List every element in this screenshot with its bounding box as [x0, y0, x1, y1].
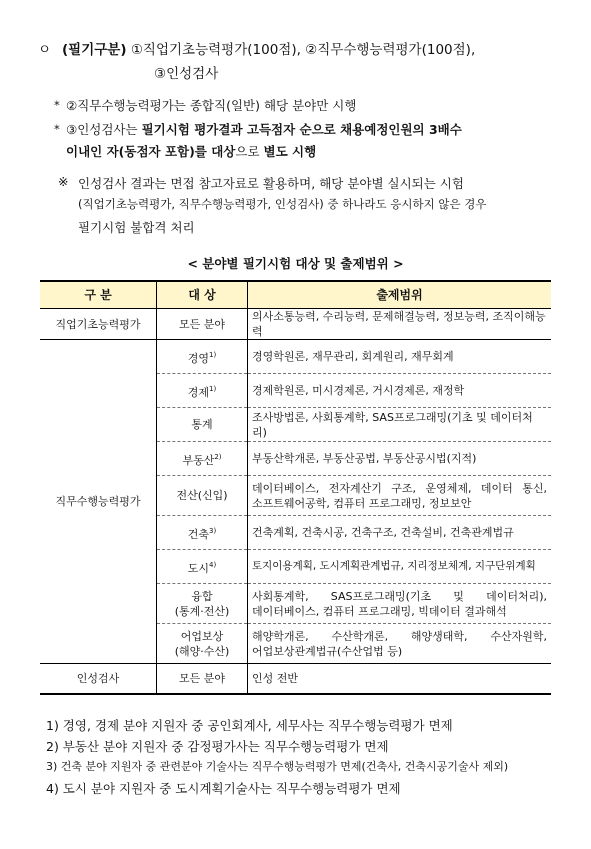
target-cell: 모든 분야 [157, 309, 248, 340]
note-job-performance: ②직무수행능력평가는 종합직(일반) 해당 분야만 시행 [66, 98, 357, 113]
target-cell: 부동산$^{2)}$ [157, 442, 248, 476]
target-cell: 전산(신입) [157, 476, 248, 516]
footnote-3: 3) 건축 분야 지원자 중 관련분야 기술사는 직무수행능력평가 면제(건축사, 건축시공기술사 제외) [46, 760, 509, 773]
footnote-4: 4) 도시 분야 지원자 중 도시계획기술사는 직무수행능력평가 면제 [46, 781, 401, 796]
reference-line3: 필기시험 불합격 처리 [78, 220, 195, 235]
target-cell: 모든 분야 [157, 664, 248, 694]
scope-cell: 데이터베이스, 전자계산기 구조, 운영체제, 데이터 통신, 소프트웨어공학, 컴퓨터 프로그래밍, 정보보안 [248, 476, 552, 516]
table-row [40, 340, 551, 374]
note-personality-line2: 이내인 자(동점자 포함)를 대상으로 별도 시행 [66, 144, 317, 159]
table-title: < 분야별 필기시험 대상 및 출제범위 > [187, 256, 404, 271]
reference-line1: 인성검사 결과는 면접 참고자료로 활용하며, 해당 분야별 실시되는 시험 [78, 176, 464, 191]
scope-cell: 조사방법론, 사회통계학, SAS프로그래밍(기초 및 데이터처리) [248, 408, 552, 442]
target-cell: 통계 [157, 408, 248, 442]
categories-line2: ③인성검사 [154, 66, 219, 82]
section-label: (필기구분) [62, 42, 127, 58]
group-job: 직무수행능력평가 [40, 340, 157, 664]
scope-cell: 경영학원론, 재무관리, 회계원리, 재무회계 [248, 340, 552, 374]
reference-line2: (직업기초능력평가, 직무수행능력평가, 인성검사) 중 하나라도 응시하지 않은 경우 [78, 197, 487, 211]
note-personality-line1: ③인성검사는 필기시험 평가결과 고득점자 순으로 채용예정인원의 3배수 [66, 122, 462, 137]
scope-cell: 토지이용계획, 도시계획관계법규, 지리정보체계, 지구단위계획 [248, 550, 552, 584]
categories-line1: ①직업기초능력평가(100점), ②직무수행능력평가(100점), [130, 42, 476, 58]
group-personality: 인성검사 [40, 664, 157, 694]
reference-mark: ※ [58, 174, 69, 189]
note-star: * [54, 122, 60, 136]
footnote-1: 1) 경영, 경제 분야 지원자 중 공인회계사, 세무사는 직무수행능력평가 면제 [46, 718, 453, 733]
note-star: * [54, 98, 60, 112]
target-cell: 어업보상 (해양·수산) [157, 624, 248, 664]
target-cell: 경영$^{1)}$ [157, 340, 248, 374]
scope-cell: 의사소통능력, 수리능력, 문제해결능력, 정보능력, 조직이해능력 [248, 309, 552, 340]
group-basic: 직업기초능력평가 [40, 309, 157, 340]
table-row [40, 309, 551, 340]
header-category: 구 분 [40, 281, 157, 309]
target-cell: 경제$^{1)}$ [157, 374, 248, 408]
table-header-row [40, 281, 551, 309]
scope-cell: 해양학개론, 수산학개론, 해양생태학, 수산자원학, 어업보상관계법규(수산업법 등) [248, 624, 552, 664]
scope-cell: 경제학원론, 미시경제론, 거시경제론, 재정학 [248, 374, 552, 408]
header-scope: 출제범위 [248, 281, 552, 309]
footnote-2: 2) 부동산 분야 지원자 중 감정평가사는 직무수행능력평가 면제 [46, 739, 389, 754]
target-cell: 융합 (통계·전산) [157, 584, 248, 624]
target-cell: 건축$^{3)}$ [157, 516, 248, 550]
header-target: 대 상 [157, 281, 248, 309]
written-exam-categories [62, 38, 475, 58]
scope-cell: 부동산학개론, 부동산공법, 부동산공시법(지적) [248, 442, 552, 476]
scope-cell: 건축계획, 건축시공, 건축구조, 건축설비, 건축관계법규 [248, 516, 552, 550]
exam-scope-table [40, 280, 551, 695]
section-bullet: ㅇ [38, 42, 52, 58]
target-cell: 도시$^{4)}$ [157, 550, 248, 584]
scope-cell: 인성 전반 [248, 664, 552, 694]
table-row [40, 664, 551, 694]
scope-cell: 사회통계학, SAS프로그래밍(기초 및 데이터처리), 데이터베이스, 컴퓨터 프로그래밍, 빅데이터 결과해석 [248, 584, 552, 624]
